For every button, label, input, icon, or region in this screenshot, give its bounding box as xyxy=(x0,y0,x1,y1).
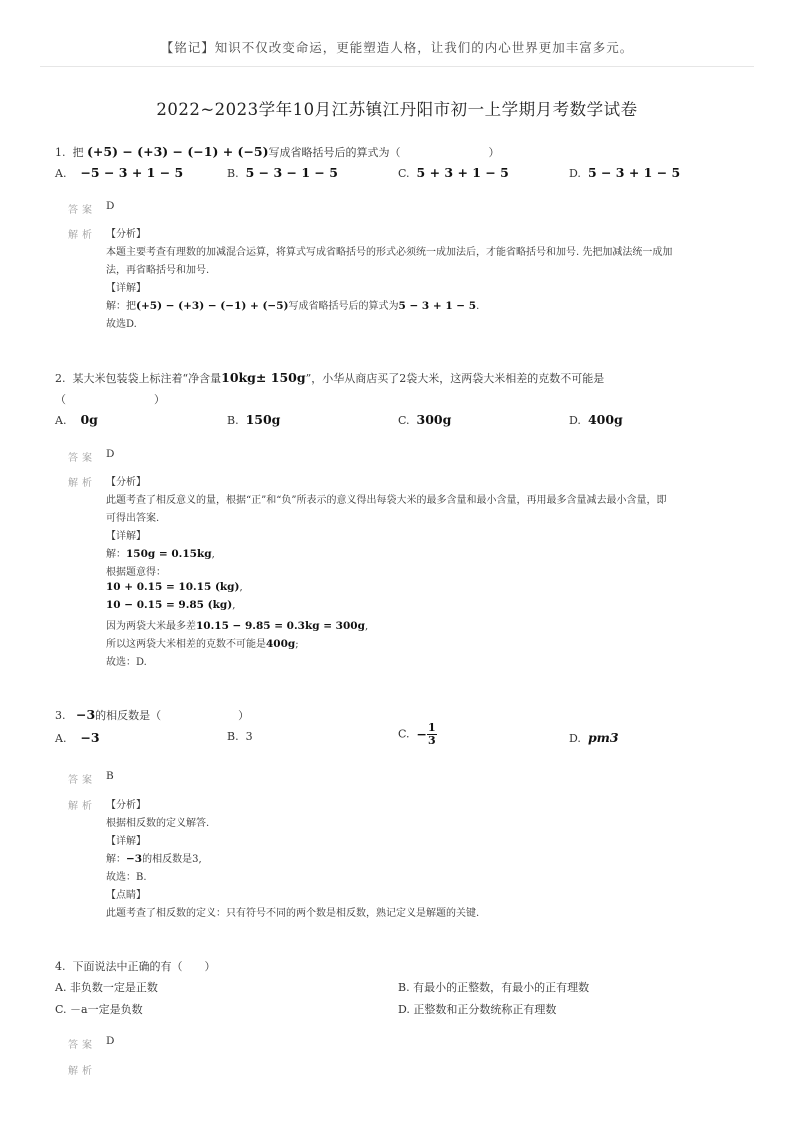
answer-label: 答案 xyxy=(68,453,96,464)
analysis-heading: 【分析】 xyxy=(106,477,146,488)
conclusion-text: 故选：B. xyxy=(106,872,147,883)
comment-text: 此题考查了相反数的定义：只有符号不同的两个数是相反数，熟记定义是解题的关键. xyxy=(106,908,480,919)
analysis-text: 法，再省略括号和加号. xyxy=(106,265,210,276)
detail-text: 解：把(+5) − (+3) − (−1) + (−5)写成省略括号后的算式为5 − 3 + 1 − 5. xyxy=(106,300,480,312)
option-c: C. 300g xyxy=(398,412,452,427)
analysis-heading: 【分析】 xyxy=(106,229,146,240)
detail-heading: 【详解】 xyxy=(106,531,146,542)
detail-text: 根据题意得： xyxy=(106,567,166,578)
question-3-stem: 3. −3的相反数是（ ） xyxy=(55,707,250,722)
option-a: A. −3 xyxy=(55,730,100,745)
analysis-text: 此题考查了相反意义的量，根据“正”和“负”所表示的意义得出每袋大米的最多含量和最小含量，再用最多含量减去最小含量，即 xyxy=(106,495,667,506)
option-a: A. 非负数一定是正数 xyxy=(55,981,158,994)
comment-heading: 【点睛】 xyxy=(106,890,146,901)
motto: 【铭记】知识不仅改变命运，更能塑造人格，让我们的内心世界更加丰富多元。 xyxy=(160,40,634,55)
option-c: C. －a一定是负数 xyxy=(55,1003,143,1016)
option-b: B. 有最小的正整数，有最小的正有理数 xyxy=(398,981,590,994)
option-c: C. − $\frac{1}{3}$ xyxy=(398,721,436,747)
option-d: D. pm3 xyxy=(569,730,619,745)
question-number: 1. xyxy=(55,146,66,159)
analysis-text: 根据相反数的定义解答. xyxy=(106,818,210,829)
analysis-label: 解析 xyxy=(68,478,96,489)
option-d: D. 正整数和正分数统称正有理数 xyxy=(398,1003,557,1016)
question-number: 3. xyxy=(55,709,66,722)
answer-value: B xyxy=(106,770,114,782)
analysis-text: 可得出答案. xyxy=(106,513,160,524)
math-expression: (+5) − (+3) − (−1) + (−5) xyxy=(87,144,269,159)
answer-label: 答案 xyxy=(68,205,96,216)
analysis-heading: 【分析】 xyxy=(106,800,146,811)
option-d: D. 5 − 3 + 1 − 5 xyxy=(569,165,681,180)
conclusion-text: 故选D. xyxy=(106,319,137,330)
option-b: B. 5 − 3 − 1 − 5 xyxy=(227,165,338,180)
question-4-stem: 4. 下面说法中正确的有（ ） xyxy=(55,960,216,973)
answer-value: D xyxy=(106,448,115,460)
question-2-paren: （ ） xyxy=(55,393,165,406)
detail-text: 10 − 0.15 = 9.85 (kg), xyxy=(106,599,236,611)
answer-label: 答案 xyxy=(68,1040,96,1051)
question-number: 4. xyxy=(55,960,66,973)
detail-text: 解：150g = 0.15kg, xyxy=(106,548,215,560)
option-a: A. 0g xyxy=(55,412,98,427)
detail-text: 10 + 0.15 = 10.15 (kg), xyxy=(106,581,243,593)
analysis-label: 解析 xyxy=(68,1066,96,1077)
detail-text: 因为两袋大米最多差10.15 − 9.85 = 0.3kg = 300g, xyxy=(106,620,369,632)
detail-text: 所以这两袋大米相差的克数不可能是400g; xyxy=(106,638,299,650)
analysis-label: 解析 xyxy=(68,230,96,241)
detail-heading: 【详解】 xyxy=(106,836,146,847)
page-title: 2022~2023学年10月江苏镇江丹阳市初一上学期月考数学试卷 xyxy=(156,100,638,119)
question-number: 2. xyxy=(55,372,66,385)
answer-label: 答案 xyxy=(68,775,96,786)
question-2-stem: 2. 某大米包装袋上标注着“净含量10kg± 150g”，小华从商店买了2袋大米，这两袋大米相差的克数不可能是 xyxy=(55,370,605,385)
answer-value: D xyxy=(106,200,115,212)
detail-heading: 【详解】 xyxy=(106,283,146,294)
option-c: C. 5 + 3 + 1 − 5 xyxy=(398,165,509,180)
option-d: D. 400g xyxy=(569,412,623,427)
analysis-label: 解析 xyxy=(68,801,96,812)
answer-value: D xyxy=(106,1035,115,1047)
conclusion-text: 故选：D. xyxy=(106,657,147,668)
analysis-text: 本题主要考查有理数的加减混合运算，将算式写成省略括号的形式必须统一成加法后，才能省略括号和加号. 先把加减法统一成加 xyxy=(106,247,673,258)
fraction: $\frac{1}{3}$ xyxy=(428,721,436,747)
option-a: A. −5 − 3 + 1 − 5 xyxy=(55,165,184,180)
detail-text: 解：−3的相反数是3, xyxy=(106,853,202,865)
question-1-stem: 1. 把 (+5) − (+3) − (−1) + (−5)写成省略括号后的算式为（ ） xyxy=(55,144,500,159)
header-divider xyxy=(40,66,754,67)
option-b: B. 3 xyxy=(227,730,253,743)
option-b: B. 150g xyxy=(227,412,281,427)
